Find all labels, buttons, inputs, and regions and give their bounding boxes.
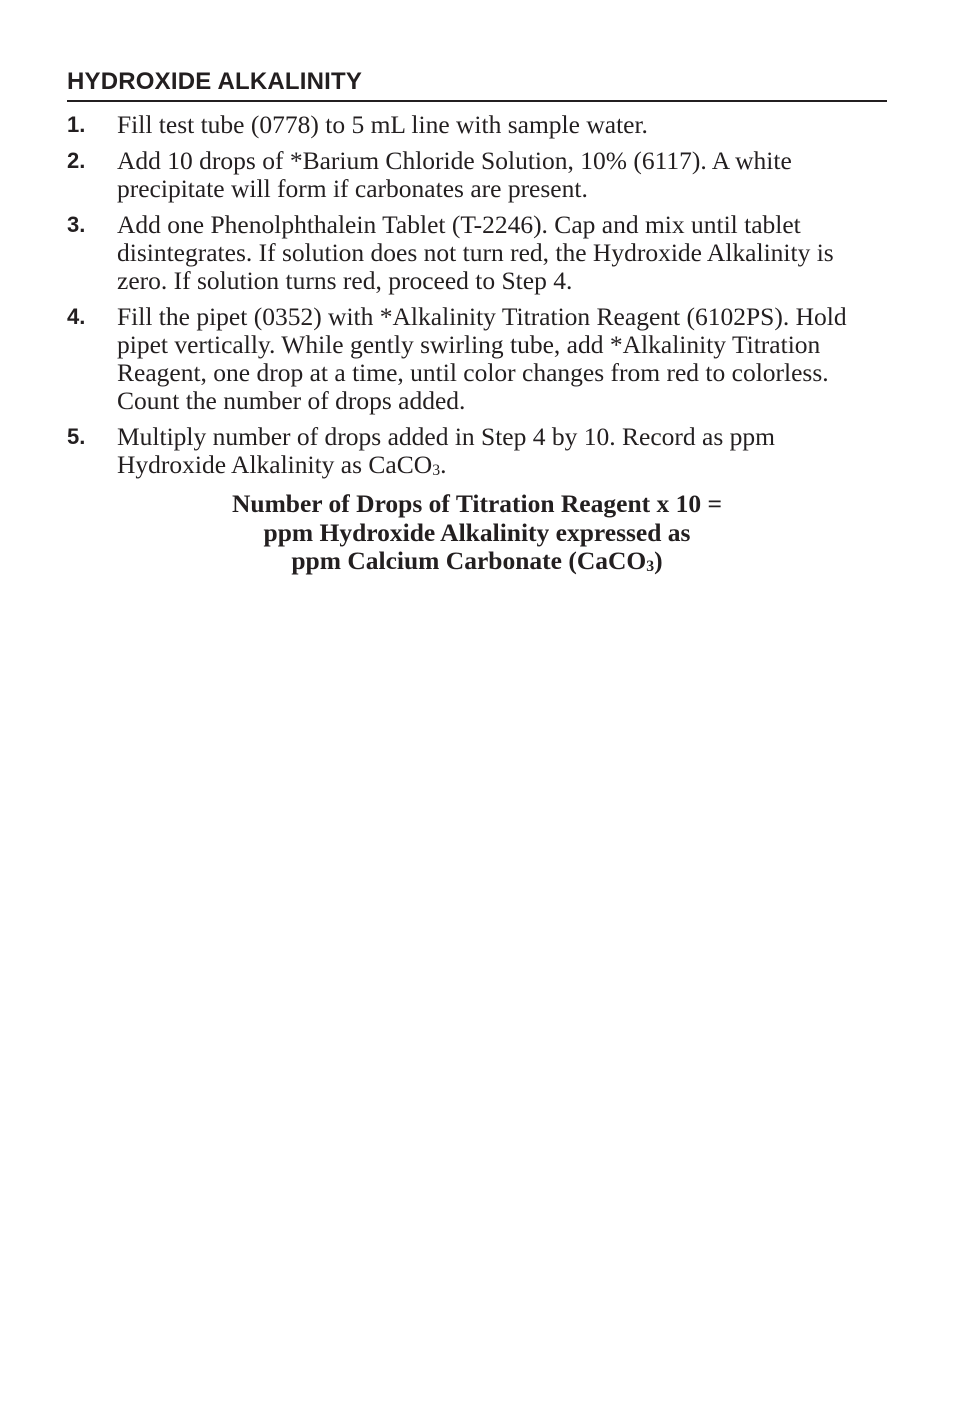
step-item (67, 303, 887, 415)
step-text: Fill test tube (0778) to 5 mL line with sample water. (117, 110, 648, 139)
step-number: 4. (67, 304, 86, 329)
section-heading: HYDROXIDE ALKALINITY (67, 66, 887, 102)
step-text: Add 10 drops of *Barium Chloride Solution, 10% (6117). A white precipitate will form if carbonates are present. (117, 146, 792, 203)
step-item (67, 211, 887, 295)
document-page (67, 66, 887, 580)
step-text-container (117, 423, 887, 483)
procedure-steps (67, 111, 887, 483)
step-text: Add one Phenolphthalein Tablet (T-2246). Cap and mix until tablet disintegrates. If solution does not turn red, the Hydroxide Alkalinity is zero. If solution turns red, proceed to Step 4. (117, 210, 834, 295)
formula-line-2: ppm Hydroxide Alkalinity expressed as (263, 517, 691, 547)
subscript: 3 (646, 557, 655, 575)
step-text: Multiply number of drops added in Step 4 by 10. Record as ppm Hydroxide Alkalinity as CaCO (117, 422, 775, 479)
result-formula (67, 490, 887, 580)
step-text: Fill the pipet (0352) with *Alkalinity Titration Reagent (6102PS). Hold pipet vertically. While gently swirling tube, add *Alkalinity Titration Reagent, one drop at a time, until color changes from red to colorless. Count the number of drops added. (117, 302, 847, 415)
step-text-suffix: . (440, 450, 447, 479)
step-number: 1. (67, 112, 86, 137)
formula-line-3 (67, 547, 887, 580)
formula-line-3-suffix: ) (654, 546, 663, 575)
step-item (67, 111, 887, 139)
step-number: 2. (67, 148, 86, 173)
step-number: 5. (67, 424, 86, 449)
step-item (67, 423, 887, 483)
formula-line-3-prefix: ppm Calcium Carbonate (CaCO (291, 546, 647, 575)
subscript: 3 (432, 461, 441, 479)
formula-line-1: Number of Drops of Titration Reagent x 10 = (231, 489, 723, 518)
step-item (67, 147, 887, 203)
step-number: 3. (67, 212, 86, 237)
